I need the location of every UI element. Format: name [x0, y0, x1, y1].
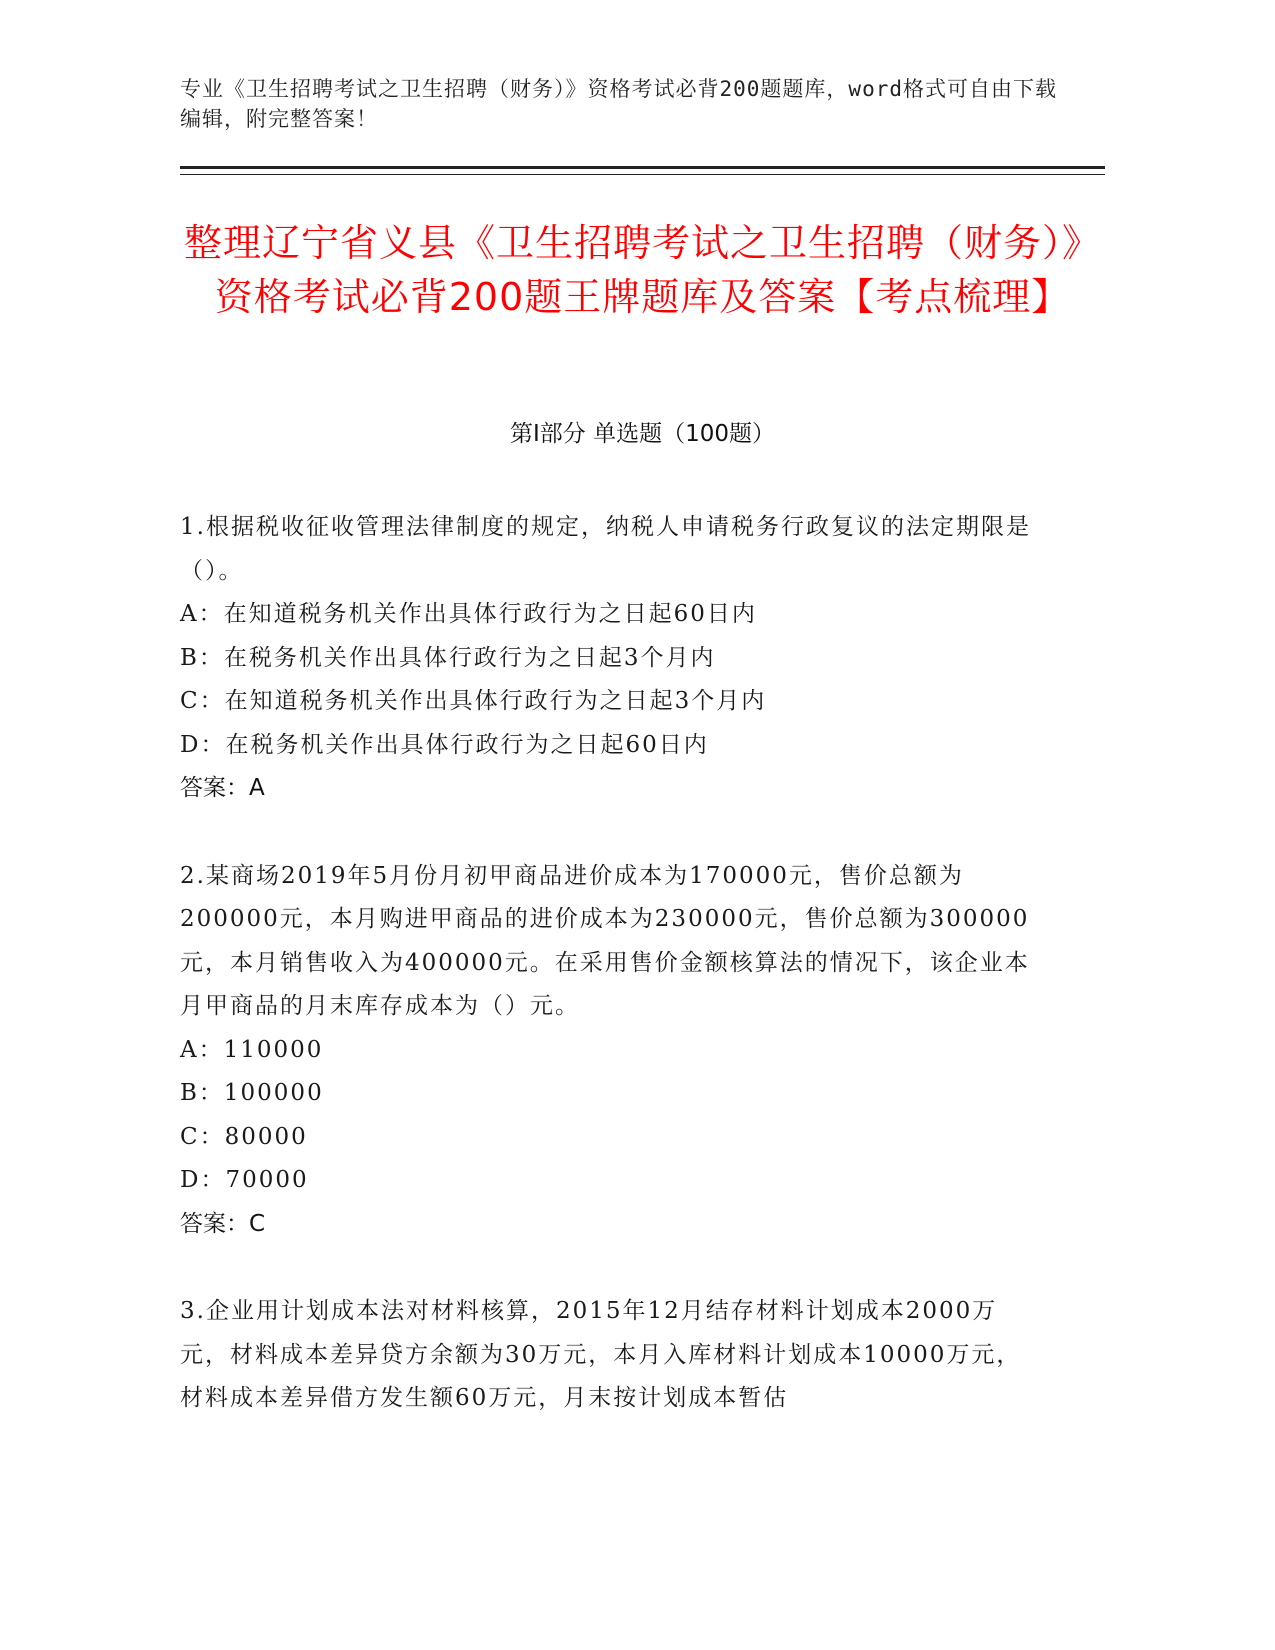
option-b: B：100000 — [180, 1080, 324, 1106]
question-list — [180, 506, 1035, 1465]
option-a: A：在知道税务机关作出具体行政行为之日起60日内 — [180, 601, 757, 627]
question-stem: 1.根据税收征收管理法律制度的规定，纳税人申请税务行政复议的法定期限是（）。 — [180, 514, 1031, 584]
option-c: C：在知道税务机关作出具体行政行为之日起3个月内 — [180, 688, 767, 714]
answer-line: 答案：C — [180, 1210, 266, 1237]
question-stem: 2.某商场2019年5月份月初甲商品进价成本为170000元，售价总额为200000元，本月购进甲商品的进价成本为230000元，售价总额为300000元，本月销售收入为400000元。在采用售价金额核算法的情况下，该企业本月甲商品的月末库存成本为（）元。 — [180, 862, 1030, 1019]
document-title: 整理辽宁省义县《卫生招聘考试之卫生招聘（财务）》资格考试必背200题王牌题库及答案【考点梳理】 — [183, 221, 1101, 319]
option-d: D：在税务机关作出具体行政行为之日起60日内 — [180, 731, 709, 758]
question-item — [180, 1290, 1035, 1421]
document-header-note: 专业《卫生招聘考试之卫生招聘（财务）》资格考试必背200题题库，word格式可自由下载编辑，附完整答案！ — [180, 77, 1057, 131]
option-d: D：70000 — [180, 1167, 309, 1193]
header-divider-thin — [180, 174, 1105, 175]
option-a: A：110000 — [180, 1036, 324, 1063]
option-b: B：在税务机关作出具体行政行为之日起3个月内 — [180, 644, 716, 671]
question-item — [180, 506, 1035, 811]
answer-line: 答案：A — [180, 775, 265, 801]
header-divider-thick — [180, 166, 1105, 169]
section-heading: 第I部分 单选题（100题） — [510, 421, 775, 447]
question-stem: 3.企业用计划成本法对材料核算，2015年12月结存材料计划成本2000万元，材料成本差异贷方余额为30万元，本月入库材料计划成本10000万元，材料成本差异借方发生额60万元，月末按计划成本暂估 — [180, 1298, 1022, 1411]
option-c: C：80000 — [180, 1123, 308, 1150]
question-item — [180, 855, 1035, 1247]
